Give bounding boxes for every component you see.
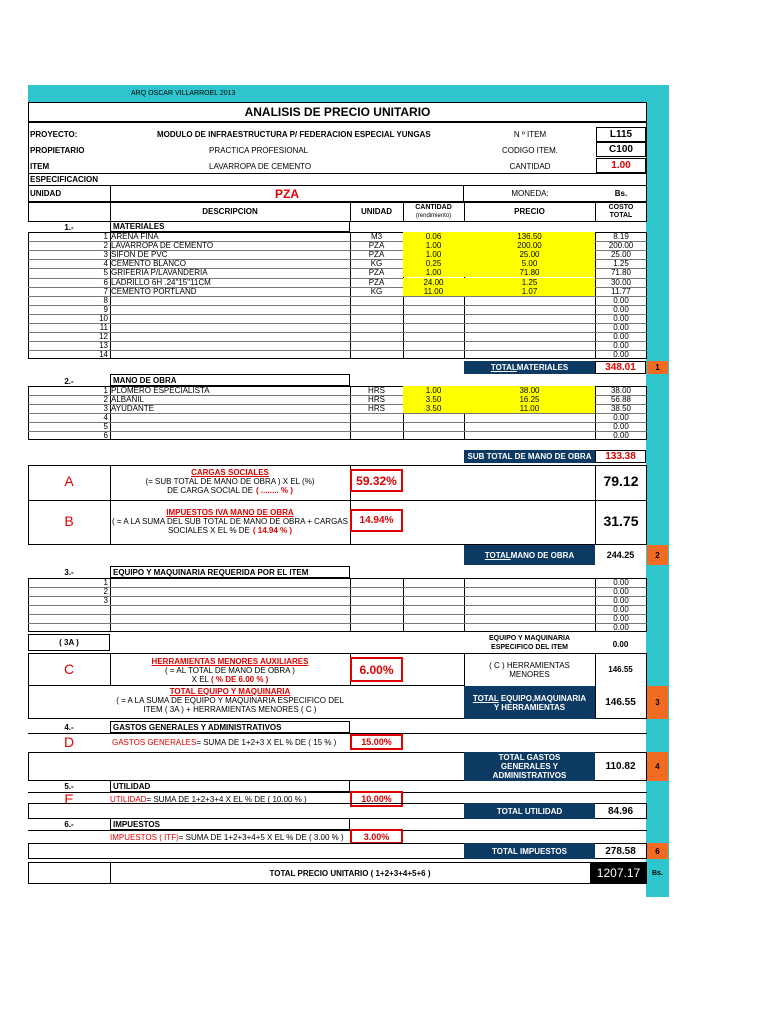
cell-unit xyxy=(350,332,403,341)
table-row xyxy=(28,278,647,287)
cell-price: 16.25 xyxy=(464,395,595,404)
gastos-line xyxy=(28,733,647,734)
table-row xyxy=(28,395,647,404)
cell-desc: GRIFERIA P/LAVANDERIA xyxy=(111,268,208,278)
cell-unit: M3 xyxy=(370,232,383,241)
cell-unit: PZA xyxy=(368,277,385,287)
gastos-formula xyxy=(112,735,336,749)
cell-qty xyxy=(403,350,464,359)
gastos-formula-text: = SUMA DE 1+2+3 X EL % DE ( 15 % ) xyxy=(196,737,337,747)
total-equipo-line-1: ( = A LA SUMA DE EQUIPO Y MAQUINARIA ESPECIFICO DEL xyxy=(116,695,344,705)
cell-desc: CEMENTO PORTLAND xyxy=(111,286,197,296)
cell-qty xyxy=(403,296,464,305)
cell-price: 71.80 xyxy=(464,268,595,277)
cell-unit: KG xyxy=(370,286,383,296)
cell-desc xyxy=(110,422,350,431)
table-row xyxy=(28,578,647,587)
table-row xyxy=(28,431,647,440)
cell-n: 10 xyxy=(99,313,108,323)
cell-qty: 0.06 xyxy=(403,232,464,241)
cell-total: 0.00 xyxy=(613,350,629,360)
cell-unit xyxy=(350,341,403,350)
cell-n: 2 xyxy=(103,241,108,251)
cell-unit xyxy=(350,422,403,431)
materiales-number: 1.- xyxy=(64,222,74,232)
cell-price: 25.00 xyxy=(464,250,595,259)
especificacion-label: ESPECIFICACION xyxy=(30,174,99,184)
total-gastos-line-3: ADMINISTRATIVOS xyxy=(492,771,567,780)
herramientas-line-2-text: X EL xyxy=(191,674,209,684)
herramientas-line-2 xyxy=(110,674,350,684)
cell-price: 1.07 xyxy=(464,287,595,296)
cell-price xyxy=(464,341,595,350)
total-impuestos-value: 278.58 xyxy=(605,845,636,857)
iva-pct: 14.94% xyxy=(350,509,403,532)
total-gastos-line-1: TOTAL GASTOS xyxy=(498,753,561,762)
cell-n: 14 xyxy=(99,350,108,360)
author-label: ARQ OSCAR VILLARROEL 2013 xyxy=(131,89,236,97)
badge-2: 2 xyxy=(647,545,668,565)
letter-e: E xyxy=(64,791,74,807)
cell-n: 3 xyxy=(103,250,108,260)
cell-total: 0.00 xyxy=(613,304,629,314)
equipo-especifico-label-1: EQUIPO Y MAQUINARIA xyxy=(488,635,571,642)
herramientas-menores-label-2: MENORES xyxy=(509,669,550,679)
cell-price xyxy=(464,314,595,323)
cell-desc xyxy=(110,305,350,314)
cell-n: 4 xyxy=(103,259,108,269)
iva-line-2-red: ( 14.94 % ) xyxy=(252,525,293,535)
total-equipo-title-text: TOTAL EQUIPO Y MAQUINARIA xyxy=(169,686,291,696)
col-precio: PRECIO xyxy=(514,206,545,216)
cell-desc xyxy=(110,431,350,440)
cell-desc: ARENA FINA xyxy=(111,232,159,241)
cell-total: 25.00 xyxy=(610,250,632,260)
cell-desc: PLOMERO ESPECIALISTA xyxy=(111,386,210,395)
total-utilidad-label: TOTAL UTILIDAD xyxy=(464,803,595,819)
table-row xyxy=(28,422,647,431)
cargas-line-1: (= SUB TOTAL DE MANO DE OBRA ) X EL (%) xyxy=(145,476,315,486)
table-row xyxy=(28,332,647,341)
gastos-formula-red: GASTOS GENERALES xyxy=(112,737,197,747)
herramientas-line-1: ( = AL TOTAL DE MANO DE OBRA ) xyxy=(165,665,295,675)
cell-desc xyxy=(110,332,350,341)
letter-b: B xyxy=(64,513,74,529)
cell-desc: CEMENTO BLANCO xyxy=(111,259,186,269)
cantidad-label: CANTIDAD xyxy=(509,161,551,171)
propietario-label: PROPIETARIO xyxy=(30,145,85,155)
cell-n xyxy=(28,623,110,632)
table-row xyxy=(28,605,647,614)
cell-total: 38.50 xyxy=(610,404,632,413)
iva-title-text: IMPUESTOS IVA MANO DE OBRA xyxy=(166,507,294,517)
cell-desc: AYUDANTE xyxy=(111,404,154,413)
badge-4: 4 xyxy=(647,752,668,781)
cargas-value: 79.12 xyxy=(603,473,639,489)
table-row xyxy=(28,287,647,296)
cell-price xyxy=(464,305,595,314)
cell-total: 8.19 xyxy=(613,232,629,241)
total-equipo-line-2: ITEM ( 3A ) + HERRAMIENTAS MENORES ( C ) xyxy=(143,704,317,714)
cell-price xyxy=(464,350,595,359)
col-cantidad: CANTIDAD xyxy=(415,204,452,211)
cell-unit xyxy=(350,350,403,359)
utilidad-pct: 10.00% xyxy=(350,791,403,807)
col-rendimiento: (rendimiento) xyxy=(415,213,452,219)
table-row xyxy=(28,596,647,605)
cell-total: 0.00 xyxy=(613,313,629,323)
cell-n: 1 xyxy=(103,386,108,395)
cell-price xyxy=(464,431,595,440)
total-equipo-text: EQUIPO,MAQUINARIA xyxy=(498,693,587,703)
table-row xyxy=(28,314,647,323)
total-utilidad-value: 84.96 xyxy=(607,805,634,817)
cell-n: 6 xyxy=(103,431,108,440)
iva-line-1: ( = A LA SUMA DEL SUB TOTAL DE MANO DE OBRA + CARGAS xyxy=(112,516,348,526)
cell-price: 1.25 xyxy=(464,278,595,287)
total-gastos-label xyxy=(464,752,595,781)
page-title: ANALISIS DE PRECIO UNITARIO xyxy=(28,102,647,122)
cell-n: 3 xyxy=(103,596,108,605)
cell-desc: LADRILLO 6H .24"15"11CM xyxy=(111,277,211,287)
table-row xyxy=(28,614,647,623)
table-row xyxy=(28,404,647,413)
cell-price xyxy=(464,413,595,422)
impuestos-formula-text: = SUMA DE 1+2+3+4+5 X EL % DE ( 3.00 % ) xyxy=(178,832,344,842)
herramientas-title-text: HERRAMIENTAS MENORES AUXILIARES xyxy=(151,656,309,666)
cell-total: 56.88 xyxy=(610,395,632,404)
n-item-value: L115 xyxy=(596,127,646,142)
cell-total: 0.00 xyxy=(613,341,629,351)
subtotal-mano-obra-label: SUB TOTAL DE MANO DE OBRA xyxy=(464,450,595,463)
item-label: ITEM xyxy=(30,161,50,171)
proyecto-label: PROYECTO: xyxy=(30,129,78,139)
cell-qty: 0.25 xyxy=(403,259,464,268)
col-descripcion: DESCRIPCION xyxy=(202,206,258,216)
total-gastos-line-2: GENERALES Y xyxy=(500,762,559,771)
table-row xyxy=(28,296,647,305)
utilidad-formula-red: UTILIDAD xyxy=(110,794,147,804)
cell-desc xyxy=(110,341,350,350)
cell-price: 11.00 xyxy=(464,404,595,413)
cell-price xyxy=(464,422,595,431)
cell-unit xyxy=(350,305,403,314)
cell-desc xyxy=(110,323,350,332)
cell-total: 71.80 xyxy=(610,268,632,278)
cell-price xyxy=(464,323,595,332)
cell-price xyxy=(464,332,595,341)
cell-qty: 24.00 xyxy=(403,278,464,287)
utilidad-formula-text: = SUMA DE 1+2+3+4 X EL % DE ( 10.00 % ) xyxy=(146,794,307,804)
cell-unit xyxy=(350,413,403,422)
col-total: TOTAL xyxy=(609,212,633,219)
total-mano-obra-text: MANO DE OBRA xyxy=(510,550,575,560)
impuestos-number: 6.- xyxy=(64,819,74,829)
equipo-title: EQUIPO Y MAQUINARIA REQUERIDA POR EL ITEM xyxy=(110,566,350,578)
total-equipo-label-line-1 xyxy=(473,694,586,703)
cell-price: 136.50 xyxy=(464,232,595,241)
herramientas-line-2-red: ( % DE 6.00 % ) xyxy=(210,674,269,684)
cell-qty xyxy=(403,314,464,323)
cell-desc xyxy=(110,296,350,305)
cell-total: 0.00 xyxy=(613,614,629,623)
unidad-value: PZA xyxy=(110,185,464,202)
total-equipo-label xyxy=(464,686,595,719)
cell-total: 0.00 xyxy=(613,332,629,342)
cell-total: 200.00 xyxy=(608,241,634,251)
codigo-value: C100 xyxy=(596,142,646,157)
cell-n: 3 xyxy=(103,404,108,413)
iva-value: 31.75 xyxy=(603,513,639,529)
cell-unit xyxy=(350,296,403,305)
cell-unit xyxy=(350,431,403,440)
final-total-label: TOTAL PRECIO UNITARIO ( 1+2+3+4+5+6 ) xyxy=(269,868,431,878)
col-costo: COSTO xyxy=(608,204,634,211)
table-row xyxy=(28,341,647,350)
cell-qty xyxy=(403,323,464,332)
cell-n xyxy=(28,605,110,614)
cell-total: 11.77 xyxy=(611,286,631,296)
cell-unit: HRS xyxy=(368,386,385,395)
letter-d: D xyxy=(63,734,75,750)
gastos-number: 4.- xyxy=(64,722,74,732)
cell-total: 0.00 xyxy=(613,295,629,305)
final-total-value: 1207.17 xyxy=(591,863,646,883)
cargas-divider xyxy=(28,500,647,501)
teal-top-band xyxy=(28,85,669,102)
cell-qty xyxy=(403,431,464,440)
cell-total: 0.00 xyxy=(613,431,629,440)
total-equipo-label-line-2: Y HERRAMIENTAS xyxy=(493,702,566,712)
cell-n: 6 xyxy=(103,277,108,287)
iva-line-2-text: SOCIALES X EL % DE xyxy=(167,525,250,535)
cantidad-value: 1.00 xyxy=(596,158,646,173)
cell-qty: 1.00 xyxy=(403,268,464,277)
cargas-line-2 xyxy=(110,485,350,495)
utilidad-number: 5.- xyxy=(64,781,74,791)
gastos-pct: 15.00% xyxy=(350,734,403,750)
table-row xyxy=(28,268,647,277)
herramientas-pct: 6.00% xyxy=(350,657,403,682)
badge-3: 3 xyxy=(647,686,668,719)
cell-qty: 1.00 xyxy=(403,250,464,259)
subtotal-mano-obra-value: 133.38 xyxy=(595,450,646,463)
cell-desc xyxy=(110,350,350,359)
cell-unit: KG xyxy=(370,259,383,269)
cargas-sociales-title-text: CARGAS SOCIALES xyxy=(191,467,269,477)
cell-total: 0.00 xyxy=(613,413,629,422)
cargas-line-2-red: ( ........ % ) xyxy=(256,485,293,495)
cell-qty: 1.00 xyxy=(403,241,464,250)
materiales-title: MATERIALES xyxy=(110,221,350,232)
cell-total: 0.00 xyxy=(613,596,629,605)
table-row xyxy=(28,413,647,422)
cell-total: 0.00 xyxy=(613,422,629,431)
mano-obra-number: 2.- xyxy=(64,376,74,386)
equipo-table xyxy=(28,578,647,632)
cell-unit xyxy=(350,314,403,323)
equipo-especifico-value: 0.00 xyxy=(612,639,629,649)
cell-desc: ALBAÑIL xyxy=(111,395,144,404)
cargas-pct: 59.32% xyxy=(350,469,403,492)
materiales-table xyxy=(28,232,647,359)
cell-qty xyxy=(403,341,464,350)
table-row xyxy=(28,305,647,314)
cell-qty xyxy=(403,332,464,341)
cell-desc: SIFON DE PVC xyxy=(111,250,168,260)
cell-unit: PZA xyxy=(368,241,385,251)
cell-n: 12 xyxy=(99,332,108,342)
cell-unit: HRS xyxy=(368,395,385,404)
cell-n: 2 xyxy=(103,395,108,404)
cell-n: 5 xyxy=(103,422,108,431)
total-equipo-value: 146.55 xyxy=(605,696,636,708)
col-unidad: UNIDAD xyxy=(360,206,393,216)
badge-6: 6 xyxy=(647,843,668,859)
table-row xyxy=(28,386,647,395)
herramientas-menores-value: 146.55 xyxy=(608,664,633,674)
iva-line-2 xyxy=(110,525,350,535)
cell-n: 13 xyxy=(99,341,108,351)
final-currency: Bs. xyxy=(652,869,663,877)
cell-desc xyxy=(110,413,350,422)
cell-price: 5.00 xyxy=(464,259,595,268)
cell-total: 0.00 xyxy=(613,578,629,587)
total-mano-obra-label xyxy=(464,545,595,565)
table-row xyxy=(28,350,647,359)
cell-unit: PZA xyxy=(368,250,385,260)
cell-price: 200.00 xyxy=(464,241,595,250)
cell-total: 0.00 xyxy=(613,605,629,614)
letter-a: A xyxy=(64,473,74,489)
cell-total: 0.00 xyxy=(613,587,629,596)
impuestos-formula xyxy=(110,830,344,844)
moneda-value: Bs. xyxy=(614,188,628,198)
cell-price: 38.00 xyxy=(464,386,595,395)
table-row xyxy=(28,250,647,259)
total-gastos-value: 110.82 xyxy=(605,760,636,772)
cell-total: 1.25 xyxy=(613,259,629,269)
moneda-label: MONEDA: xyxy=(511,188,549,198)
total-underline: TOTAL xyxy=(484,550,511,560)
info-separator xyxy=(28,173,647,174)
impuestos-formula-red: IMPUESTOS ( ITF) xyxy=(110,832,179,842)
total-mano-obra-value: 244.25 xyxy=(606,550,635,560)
utilidad-title: UTILIDAD xyxy=(110,780,350,792)
cell-qty xyxy=(403,305,464,314)
cell-n xyxy=(28,614,110,623)
cell-n: 9 xyxy=(103,304,108,314)
cell-desc: LAVARROPA DE CEMENTO xyxy=(111,241,214,251)
table-row xyxy=(28,241,647,250)
cell-unit: HRS xyxy=(368,404,385,413)
cargas-line-2-text: DE CARGA SOCIAL DE xyxy=(167,485,254,495)
cell-total: 0.00 xyxy=(613,623,629,632)
cell-qty: 1.00 xyxy=(403,386,464,395)
cell-n: 8 xyxy=(103,295,108,305)
cell-n: 2 xyxy=(103,587,108,596)
table-row xyxy=(28,259,647,268)
impuestos-pct: 3.00% xyxy=(350,829,403,844)
cell-desc xyxy=(110,314,350,323)
cell-unit xyxy=(350,323,403,332)
proyecto-value: MODULO DE INFRAESTRUCTURA P/ FEDERACION ESPECIAL YUNGAS xyxy=(157,129,431,139)
letter-c: C xyxy=(63,661,75,677)
cell-price xyxy=(464,296,595,305)
cell-unit: PZA xyxy=(368,268,385,278)
cell-n: 5 xyxy=(103,268,108,278)
gastos-title: GASTOS GENERALES Y ADMINISTRATIVOS xyxy=(110,721,350,733)
cell-total: 30.00 xyxy=(610,277,632,287)
total-underline: TOTAL xyxy=(490,363,517,372)
equipo-number: 3.- xyxy=(64,567,74,577)
badge-1: 1 xyxy=(647,361,668,374)
total-materiales-value: 348.01 xyxy=(595,361,646,374)
cell-total: 38.00 xyxy=(610,386,632,395)
n-item-label: N º ITEM xyxy=(513,129,547,139)
cell-qty: 3.50 xyxy=(403,404,464,413)
table-row xyxy=(28,323,647,332)
cell-qty xyxy=(403,413,464,422)
total-impuestos-label: TOTAL IMPUESTOS xyxy=(464,843,595,859)
unidad-label: UNIDAD xyxy=(30,188,62,198)
impuestos-title: IMPUESTOS xyxy=(110,818,350,830)
propietario-value: PRACTICA PROFESIONAL xyxy=(209,145,309,155)
total-underline: TOTAL xyxy=(472,693,499,703)
cell-n: 1 xyxy=(103,232,108,241)
cell-n: 11 xyxy=(99,323,108,332)
cell-total: 0.00 xyxy=(613,323,629,332)
cell-qty: 11.00 xyxy=(403,287,464,296)
mano-obra-table xyxy=(28,386,647,440)
item-value: LAVARROPA DE CEMENTO xyxy=(209,161,312,171)
herramientas-menores-label-1: ( C ) HERRAMIENTAS xyxy=(489,660,570,670)
total-materiales-text: MATERIALES xyxy=(516,363,569,372)
total-materiales-label xyxy=(464,361,595,374)
table-row xyxy=(28,232,647,241)
cell-n: 1 xyxy=(103,578,108,587)
tag-3a: ( 3A ) xyxy=(28,634,110,651)
table-row xyxy=(28,623,647,632)
cell-n: 7 xyxy=(103,286,108,296)
mano-obra-title: MANO DE OBRA xyxy=(110,374,350,386)
cell-n: 4 xyxy=(103,413,108,422)
equipo-especifico-label-2: ESPECIFICO DEL ITEM xyxy=(491,644,568,651)
cell-qty xyxy=(403,422,464,431)
codigo-label: CODIGO ITEM. xyxy=(502,145,558,155)
table-row xyxy=(28,587,647,596)
cell-qty: 3.50 xyxy=(403,395,464,404)
